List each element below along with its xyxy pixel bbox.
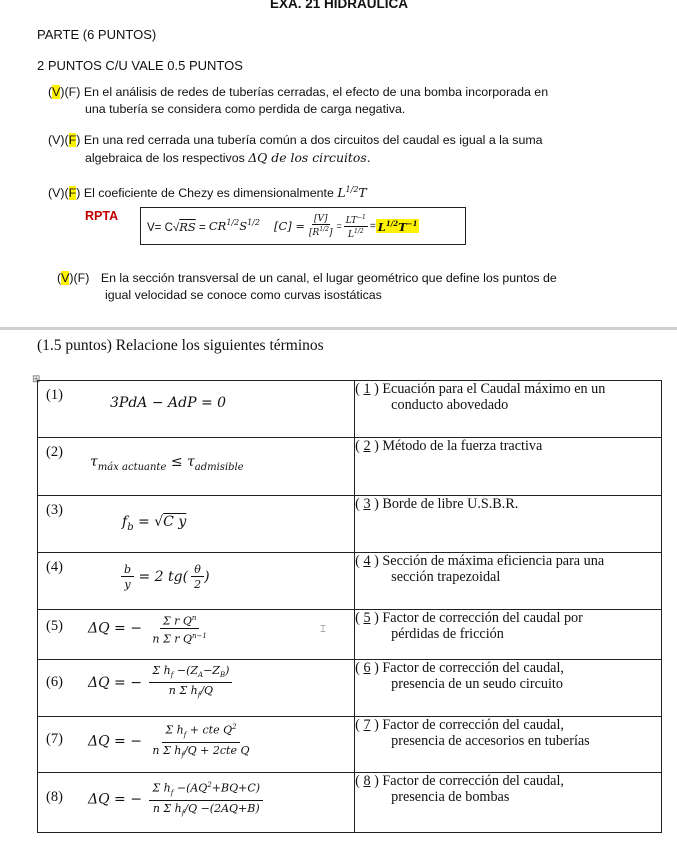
table-row	[38, 660, 662, 717]
row-description: ( 3 ) Borde de libre U.S.B.R.	[355, 496, 662, 553]
row-expression: 3PdA − AdP = 0	[110, 395, 227, 411]
table-row	[38, 553, 662, 610]
row-number: (1)	[46, 387, 63, 403]
option-v[interactable]: (V)	[48, 133, 65, 147]
part-title: PARTE (6 PUNTOS)	[37, 27, 157, 42]
row-number: (3)	[46, 502, 63, 518]
rpta-box: $V= C√RS = CR^{1/2}S^{1/2}$ [C] = $\frac{[V]}{[R^{1/2}]}$ = $\frac{LT^{-1}}{L^{1/2}}$ = $L^{1/2}T^{-1}$	[140, 207, 466, 245]
table-row	[38, 381, 662, 438]
table-handle-icon[interactable]: ⊞	[32, 374, 41, 385]
row-description: ( 4 ) Sección de máxima eficiencia para una sección trapezoidal	[355, 553, 662, 610]
rpta-formula: $V= C√RS = CR^{1/2}S^{1/2}$	[147, 218, 260, 234]
row-number: (5)	[46, 618, 63, 634]
row-number: (6)	[46, 674, 63, 690]
row-expression: $f_b = √C$ y	[122, 514, 187, 533]
rpta-label: RPTA	[85, 209, 119, 223]
row-expression: ΔQ = − Σ $h_f$ + cte $Q^2$ n Σ $h_f/Q + 2cte$ Q	[88, 723, 250, 760]
section2-title: (1.5 puntos) Relacione los siguientes términos	[37, 337, 324, 354]
table-row	[38, 773, 662, 833]
question-2	[48, 132, 543, 167]
row-expression: ΔQ = − $\frac{\Sigma r Q^n}{n \Sigma r Q^{n-1}}$	[88, 614, 207, 646]
cursor-icon: ⌶	[320, 624, 326, 635]
row-expression: ΔQ = − $\frac{\Sigma h_f -(Z_A-Z_B)}{n \Sigma h_f/Q}$	[88, 664, 232, 702]
relation-table	[37, 380, 662, 833]
option-f[interactable]: (F)	[64, 186, 81, 201]
question-1	[48, 84, 548, 118]
question-text: En una red cerrada una tubería común a dos circuitos del caudal es igual a la suma	[83, 133, 543, 147]
table-row	[38, 496, 662, 553]
points-note: 2 PUNTOS C/U VALE 0.5 PUNTOS	[37, 58, 243, 73]
row-description: ( 8 ) Factor de corrección del caudal, presencia de bombas	[355, 773, 662, 833]
option-f[interactable]: (F)	[64, 133, 81, 147]
question-text-2: igual velocidad se conoce como curvas isostáticas	[105, 288, 382, 302]
question-text-2: una tubería se considera como perdida de carga negativa.	[85, 102, 406, 116]
option-f[interactable]: (F)	[73, 271, 90, 285]
row-description: ( 7 ) Factor de corrección del caudal, presencia de accesorios en tuberías	[355, 717, 662, 773]
row-description: ( 5 ) Factor de corrección del caudal por pérdidas de fricción	[355, 610, 662, 660]
option-v[interactable]: (V)	[48, 186, 65, 201]
row-number: (7)	[46, 731, 63, 747]
table-row	[38, 610, 662, 660]
table-row	[38, 438, 662, 496]
row-description: ( 1 ) Ecuación para el Caudal máximo en un conducto abovedado	[355, 381, 662, 438]
option-v[interactable]: (V)	[57, 271, 74, 285]
table-row	[38, 717, 662, 773]
chezy-dimension: $L^{1/2}T$	[337, 185, 367, 201]
question-text: En la sección transversal de un canal, el lugar geométrico que define los puntos de	[100, 271, 557, 285]
row-description: ( 6 ) Factor de corrección del caudal, presencia de un seudo circuito	[355, 660, 662, 717]
question-text: En el análisis de redes de tuberías cerradas, el efecto de una bomba incorporada en	[83, 85, 549, 99]
row-number: (8)	[46, 789, 63, 805]
row-description: ( 2 ) Método de la fuerza tractiva	[355, 438, 662, 496]
row-expression: ΔQ = − $\frac{\Sigma h_f -(AQ^2+BQ+C)}{n \Sigma h_f/Q -(2AQ+B)}$	[88, 779, 263, 820]
row-number: (4)	[46, 559, 63, 575]
rpta-result: $L^{1/2}T^{-1}$	[377, 218, 418, 234]
row-expression: $\tau_{máx actuante} \le \tau_{admisible}$	[90, 454, 244, 473]
section-divider	[0, 327, 677, 330]
question-text-2: algebraica de los respectivos ΔQ de los circuitos.	[85, 150, 371, 165]
option-f[interactable]: (F)	[64, 85, 81, 99]
question-text: El coeficiente de Chezy es dimensionalmente	[83, 186, 334, 201]
rpta-dim: [C] =	[273, 219, 306, 233]
question-3	[48, 181, 367, 202]
exam-title: EXA. 21 HIDRAULICA	[270, 0, 409, 11]
row-expression: $\frac{b}{y}$ = 2 tg( $\frac{\theta}{2}$ )	[118, 563, 210, 591]
question-4	[57, 270, 657, 304]
row-number: (2)	[46, 444, 63, 460]
option-v[interactable]: (V)	[48, 85, 65, 99]
